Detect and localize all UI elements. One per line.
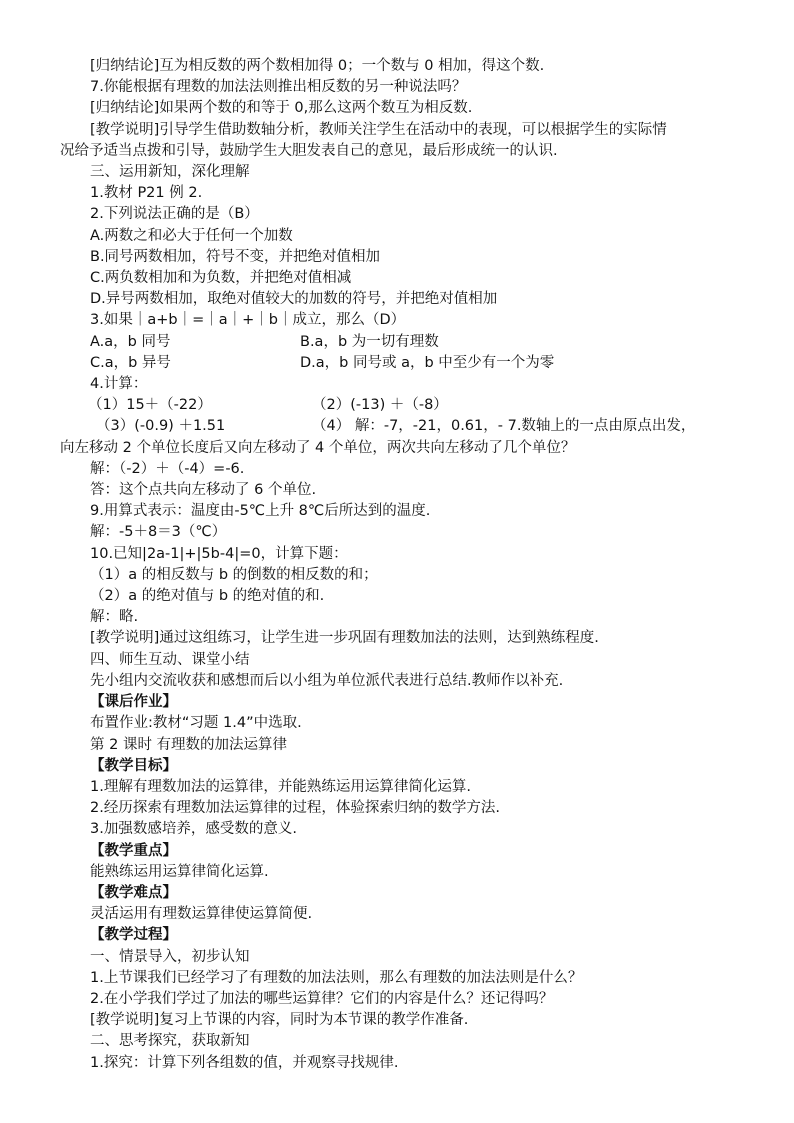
text-line: 9.用算式表示：温度由-5℃上升 8℃后所达到的温度.: [90, 503, 431, 520]
option-c: C.a，b 异号: [90, 354, 171, 371]
bracket-heading: 【教学目标】: [90, 757, 177, 774]
document-page: [0, 56, 794, 1074]
section-heading: 四、师生互动、课堂小结: [90, 651, 250, 668]
text-line: 10.已知|2a-1|+|5b-4|=0，计算下题：: [90, 545, 348, 562]
option-a: A.a，b 同号: [90, 333, 171, 350]
bracket-heading: 【教学重点】: [90, 842, 177, 859]
calc-3: （3）(-0.9) ＋1.51: [96, 418, 226, 435]
text-line: [教学说明]复习上节课的内容，同时为本节课的教学作准备.: [90, 1012, 469, 1029]
option-d: D.a，b 同号或 a，b 中至少有一个为零: [300, 354, 555, 371]
text-line: 4.计算：: [90, 376, 148, 393]
calc-2: （2）(-13) ＋（-8）: [312, 397, 448, 414]
calc-row: [0, 395, 794, 416]
text-line: 1.理解有理数加法的运算律，并能熟练运用运算律简化运算.: [90, 778, 471, 795]
text-line: 1.探究：计算下列各组数的值，并观察寻找规律.: [90, 1054, 399, 1071]
text-line: [教学说明]引导学生借助数轴分析，教师关注学生在活动中的表现，可以根据学生的实际情: [90, 121, 667, 138]
text-line: 解：略.: [90, 609, 139, 626]
text-line: [教学说明]通过这组练习，让学生进一步巩固有理数加法的法则，达到熟练程度.: [90, 630, 599, 647]
text-line: 1.上节课我们已经学习了有理数的加法法则，那么有理数的加法法则是什么？: [90, 969, 583, 986]
text-line: 答：这个点共向左移动了 6 个单位.: [90, 482, 317, 499]
text-line: 1.教材 P21 例 2.: [90, 185, 203, 202]
text-line: 向左移动 2 个单位长度后又向左移动了 4 个单位，两次共向左移动了几个单位？: [60, 439, 576, 456]
text-line: 况给予适当点拨和引导，鼓励学生大胆发表自己的意见，最后形成统一的认识.: [60, 142, 558, 159]
text-line: 能熟练运用运算律简化运算.: [90, 863, 269, 880]
text-line: 3.加强数感培养，感受数的意义.: [90, 821, 297, 838]
text-line: 解：-5＋8＝3（℃）: [90, 524, 227, 541]
text-line: 2.在小学我们学过了加法的哪些运算律？它们的内容是什么？还记得吗？: [90, 990, 554, 1007]
bracket-heading: 【课后作业】: [90, 694, 177, 711]
option-row: [0, 332, 794, 353]
calc-4: （4） 解：-7，-21，0.61，- 7.数轴上的一点由原点出发，: [312, 418, 696, 435]
text-line: 2.经历探索有理数加法运算律的过程，体验探索归纳的数学方法.: [90, 800, 500, 817]
calc-1: （1）15＋（-22）: [88, 397, 212, 414]
text-line: [归纳结论]互为相反数的两个数相加得 0；一个数与 0 相加，得这个数.: [90, 58, 545, 74]
text-line: 布置作业:教材“习题 1.4”中选取.: [90, 715, 302, 732]
section-heading: 二、思考探究，获取新知: [90, 1033, 250, 1050]
text-line: （1）a 的相反数与 b 的倒数的相反数的和；: [90, 566, 378, 583]
option-row: [0, 353, 794, 374]
text-line: 2.下列说法正确的是（B）: [90, 206, 259, 223]
text-line: （2）a 的绝对值与 b 的绝对值的和.: [90, 588, 325, 605]
option-line: D.异号两数相加，取绝对值较大的加数的符号，并把绝对值相加: [90, 291, 498, 308]
bracket-heading: 【教学过程】: [90, 927, 177, 944]
option-line: A.两数之和必大于任何一个加数: [90, 227, 293, 244]
section-heading: 一、情景导入，初步认知: [90, 948, 250, 965]
text-line: 7.你能根据有理数的加法法则推出相反数的另一种说法吗？: [90, 79, 467, 96]
option-line: B.同号两数相加，符号不变，并把绝对值相加: [90, 248, 381, 265]
text-line: 灵活运用有理数运算律使运算简便.: [90, 906, 313, 923]
calc-row: [0, 416, 794, 437]
section-heading: 三、运用新知，深化理解: [90, 164, 250, 181]
text-line: [归纳结论]如果两个数的和等于 0,那么这两个数互为相反数.: [90, 100, 473, 117]
lesson-title: 第 2 课时 有理数的加法运算律: [90, 736, 288, 753]
text-line: 先小组内交流收获和感想而后以小组为单位派代表进行总结.教师作以补充.: [90, 672, 564, 689]
bracket-heading: 【教学难点】: [90, 884, 177, 901]
text-line: 3.如果｜a+b｜=｜a｜+｜b｜成立，那么（D）: [90, 312, 406, 329]
text-line: 解：（-2）＋（-4）=-6.: [90, 460, 245, 477]
option-b: B.a，b 为一切有理数: [300, 333, 439, 350]
option-line: C.两负数相加和为负数，并把绝对值相减: [90, 270, 352, 287]
